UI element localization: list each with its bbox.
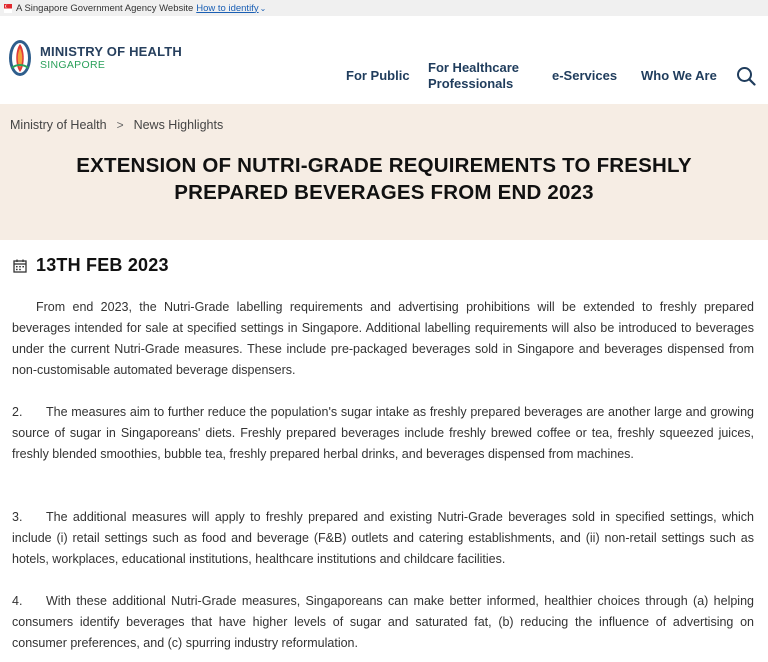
gov-masthead — [0, 0, 768, 16]
calendar-icon — [13, 259, 27, 273]
nav-who-we-are[interactable]: Who We Are — [641, 68, 717, 83]
how-to-identify-link[interactable]: How to identify — [196, 2, 259, 14]
paragraph-1: From end 2023, the Nutri-Grade labelling requirements and advertising prohibitions will be extended to freshly prepared beverages intended for sale at specified settings in Singapore. Additional labelling requirements will also be introduced to beverages under the current Nutri-Grade measures. These include pre-packaged beverages sold in Singapore and beverages dispensed from non-customisable automated beverage dispensers. — [12, 300, 754, 377]
breadcrumb-current[interactable]: News Highlights — [133, 118, 224, 132]
article-date: 13TH FEB 2023 — [36, 255, 169, 275]
page-banner — [0, 104, 768, 240]
article-body — [0, 255, 768, 650]
site-header — [0, 16, 768, 105]
page-title: EXTENSION OF NUTRI-GRADE REQUIREMENTS TO FRESHLY PREPARED BEVERAGES FROM END 2023 — [76, 154, 692, 204]
logo-title: MINISTRY OF HEALTH — [40, 44, 183, 59]
breadcrumb-home[interactable]: Ministry of Health — [10, 118, 107, 132]
paragraph-4 — [12, 591, 754, 654]
gov-masthead-text: A Singapore Government Agency Website — [16, 2, 194, 14]
paragraph-text: The additional measures will apply to freshly prepared and existing Nutri-Grade beverages sold in specified settings, which include (i) retail settings such as food and beverage (F&B) outlets and catering establishments, and (ii) non-retail settings such as hotels, workplaces, educational institutions, healthcare institutions and childcare facilities. — [12, 510, 754, 566]
nav-for-public[interactable]: For Public — [346, 68, 410, 83]
paragraph-text: With these additional Nutri-Grade measures, Singaporeans can make better informed, healthier choices through (a) helping consumers identify beverages that have higher levels of sugar and saturated fat, (b) reducing the influence of advertising on consumer preferences, and (c) spurring industry reformulation. — [12, 594, 754, 650]
moh-logo-icon — [8, 38, 32, 78]
paragraph-number: 2. — [12, 405, 23, 419]
paragraph-number: 4. — [12, 594, 23, 608]
search-icon[interactable] — [736, 66, 756, 86]
chevron-down-icon[interactable]: ⌄ — [259, 3, 267, 13]
nav-for-healthcare-professionals[interactable]: For Healthcare Professionals — [428, 60, 520, 91]
breadcrumb — [10, 118, 223, 132]
moh-logo[interactable] — [8, 38, 182, 78]
paragraph-3 — [12, 507, 754, 570]
paragraph-2 — [12, 402, 754, 465]
logo-subtitle: SINGAPORE — [40, 59, 106, 71]
article-date-row — [13, 255, 768, 276]
paragraph-number: 3. — [12, 510, 23, 524]
nav-e-services[interactable]: e-Services — [552, 68, 618, 83]
breadcrumb-separator: > — [116, 118, 124, 132]
singapore-flag-icon — [4, 4, 12, 13]
paragraph-text: The measures aim to further reduce the population's sugar intake as freshly prepared beverages are another large and growing source of sugar in Singaporeans' diets. Freshly prepared beverages include freshly brewed coffee or tea, freshly squeezed juices, freshly blended smoothies, bubble tea, freshly prepared herbal drinks, and beverages dispensed from machines. — [12, 405, 754, 461]
